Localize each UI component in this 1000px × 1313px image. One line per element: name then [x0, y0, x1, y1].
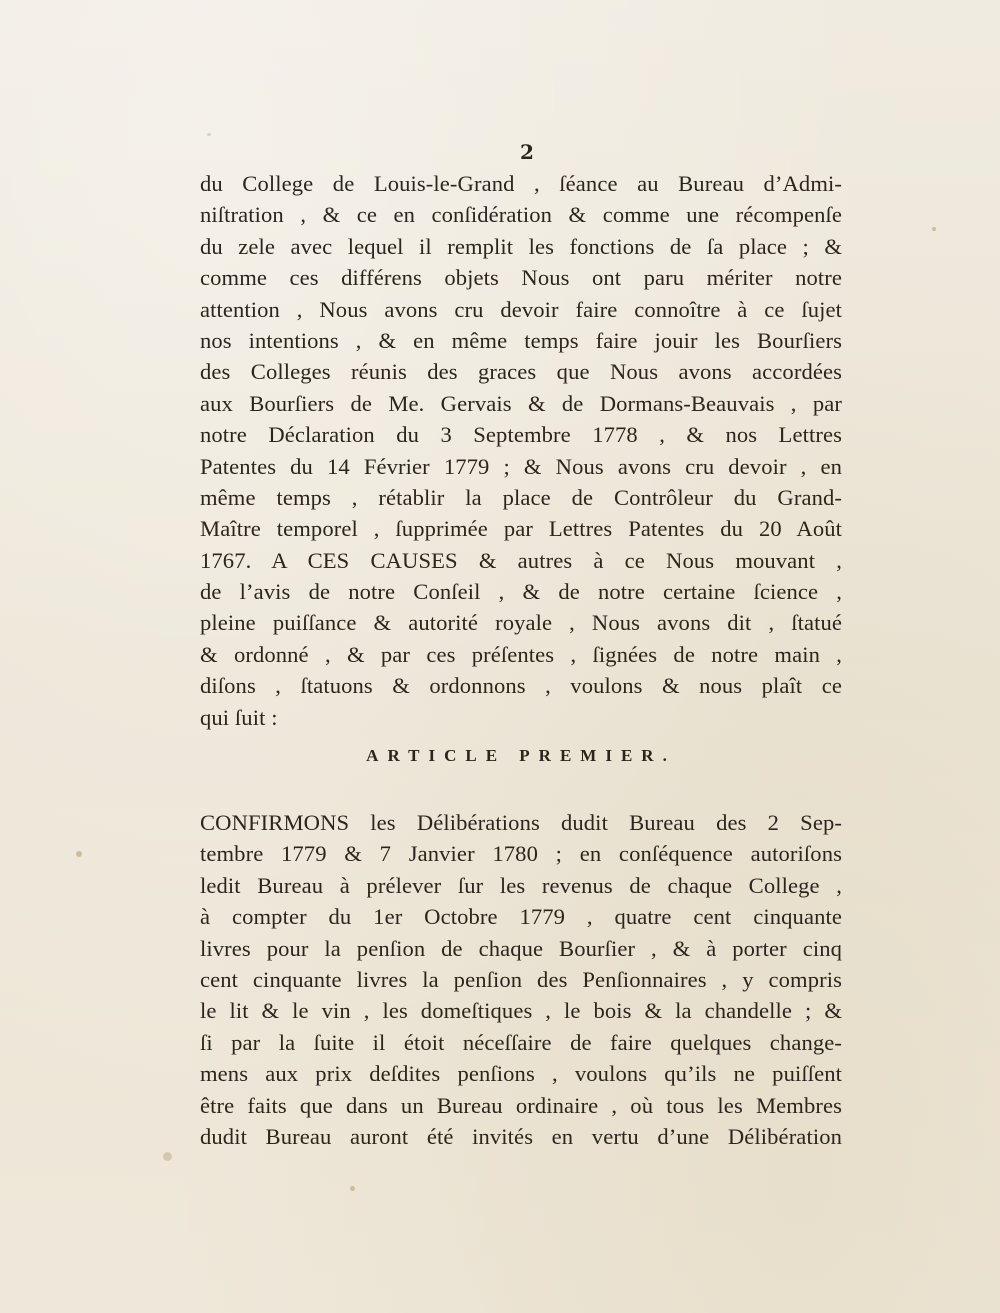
text-line: des Colleges réunis des graces que Nous avons accordées: [200, 359, 842, 385]
paragraph-preamble: [200, 168, 842, 733]
text-line: Patentes du 14 Février 1779 ; & Nous avons cru devoir , en: [200, 453, 842, 479]
text-line: diſons , ſtatuons & ordonnons , voulons & nous plaît ce: [200, 673, 842, 699]
text-line: à compter du 1er Octobre 1779 , quatre cent cinquante: [200, 904, 842, 930]
text-line: attention , Nous avons cru devoir faire connoître à ce ſujet: [200, 296, 842, 322]
text-line: CONFIRMONS les Délibérations dudit Bureau des 2 Sep-: [200, 810, 842, 835]
paper-speck: [932, 227, 936, 231]
text-line: même temps , rétablir la place de Contrôleur du Grand-: [200, 484, 842, 510]
paper-speck: [163, 1152, 172, 1161]
text-line: notre Déclaration du 3 Septembre 1778 , & nos Lettres: [200, 422, 842, 448]
text-line: nos intentions , & en même temps faire jouir les Bourſiers: [200, 327, 842, 353]
text-line: livres pour la penſion de chaque Bourſier , & à porter cinq: [200, 935, 842, 961]
text-line: du zele avec lequel il remplit les fonctions de ſa place ; &: [200, 233, 842, 259]
text-line: mens aux prix deſdites penſions , voulons qu’ils ne puiſſent: [200, 1061, 842, 1087]
text-line: niſtration , & ce en conſidération & comme une récompenſe: [200, 202, 842, 228]
text-line: 1767. A CES CAUSES & autres à ce Nous mouvant ,: [200, 547, 842, 573]
paragraph-article-1: [200, 807, 842, 1152]
text-line: qui ſuit :: [200, 704, 278, 730]
text-line: tembre 1779 & 7 Janvier 1780 ; en conſéquence autoriſons: [200, 841, 842, 867]
paper-speck: [207, 133, 211, 136]
text-line: dudit Bureau auront été invités en vertu d’une Délibération: [200, 1123, 842, 1149]
text-line: être faits que dans un Bureau ordinaire , où tous les Membres: [200, 1092, 842, 1118]
paper-speck: [350, 1186, 355, 1191]
text-line: ſi par la ſuite il étoit néceſſaire de faire quelques change-: [200, 1029, 842, 1055]
text-line: pleine puiſſance & autorité royale , Nous avons dit , ſtatué: [200, 610, 842, 636]
article-heading: ARTICLE PREMIER.: [366, 746, 676, 765]
text-line: & ordonné , & par ces préſentes , ſignées de notre main ,: [200, 641, 842, 667]
text-line: comme ces différens objets Nous ont paru mériter notre: [200, 265, 842, 291]
paper-speck: [76, 851, 82, 857]
text-line: le lit & le vin , les domeſtiques , le bois & la chandelle ; &: [200, 998, 842, 1024]
text-line: du College de Louis-le-Grand , ſéance au Bureau d’Admi-: [200, 171, 842, 196]
text-line: aux Bourſiers de Me. Gervais & de Dormans-Beauvais , par: [200, 390, 842, 416]
text-line: de l’avis de notre Conſeil , & de notre certaine ſcience ,: [200, 579, 842, 605]
text-line: cent cinquante livres la penſion des Penſionnaires , y compris: [200, 966, 842, 992]
page-number: 2: [520, 140, 534, 164]
text-line: Maître temporel , ſupprimée par Lettres Patentes du 20 Août: [200, 516, 842, 542]
text-line: ledit Bureau à prélever ſur les revenus de chaque College ,: [200, 872, 842, 898]
